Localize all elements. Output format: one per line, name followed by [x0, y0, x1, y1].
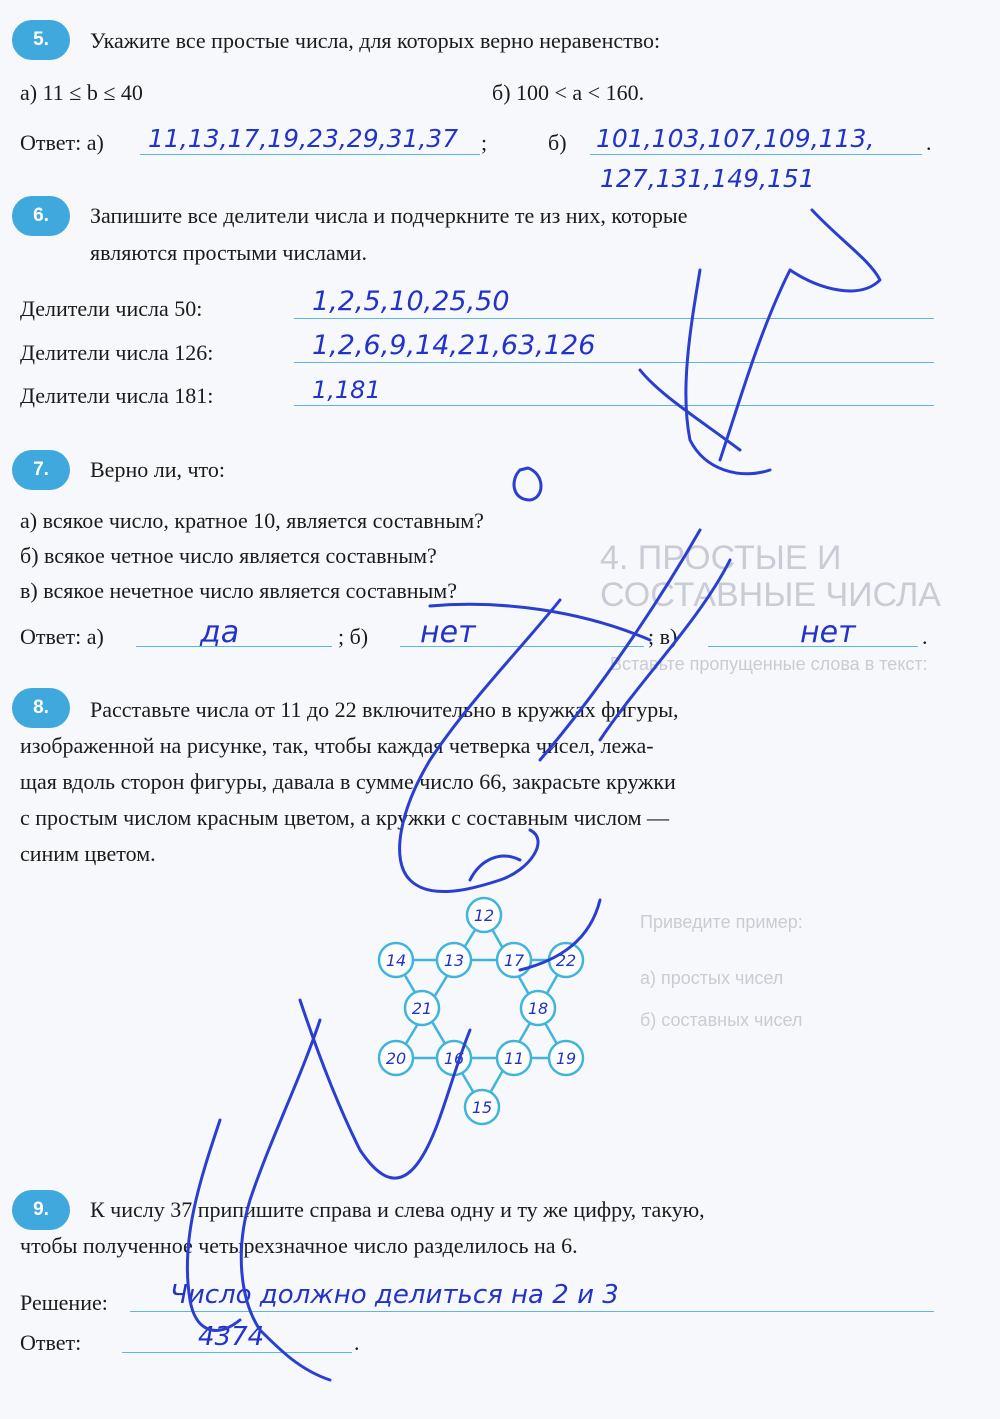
star-circle-number: 18: [527, 999, 549, 1018]
task-5-answer-b2: 127,131,149,151: [600, 164, 815, 193]
task-5-period: .: [926, 130, 932, 155]
task-9-solution: Число должно делиться на 2 и 3: [170, 1280, 619, 1310]
task-9-period: .: [354, 1330, 360, 1355]
task-7-part-b: б) всякое четное число является составным?: [20, 543, 437, 568]
ghost-fill-in: Вставьте пропущенные слова в текст:: [610, 654, 928, 674]
task-9-solution-label: Решение:: [20, 1290, 108, 1315]
star-circle-number: 20: [385, 1049, 407, 1068]
star-circle-number: 14: [385, 951, 407, 970]
task-5-b-label: б): [548, 130, 567, 155]
task-6-prompt-line1: Запишите все делители числа и подчеркните те из них, которые: [90, 203, 688, 228]
task-7-part-c: в) всякое нечетное число является составным?: [20, 578, 457, 603]
star-circle-number: 12: [473, 906, 495, 925]
task-5-number: 5.: [33, 29, 49, 50]
task-7-answer-label: Ответ: а): [20, 624, 104, 649]
task-6-prompt-line2: являются простыми числами.: [90, 240, 367, 265]
star-circles: [379, 898, 583, 1124]
task-7-part-a: а) всякое число, кратное 10, является составным?: [20, 508, 484, 533]
task-6-number: 6.: [33, 205, 49, 226]
star-circle-number: 16: [443, 1049, 465, 1068]
task-7-answer-a: да: [200, 615, 240, 650]
divisors-181-value: 1,181: [312, 376, 381, 404]
task-9-answer: 4374: [198, 1322, 265, 1352]
task-7-sep-b: ; б): [338, 624, 369, 649]
task-5-part-a: а) 11 ≤ b ≤ 40: [20, 80, 143, 105]
divisors-126-label: Делители числа 126:: [20, 340, 214, 365]
task-5-part-b: б) 100 < a < 160.: [492, 80, 645, 105]
task-9-answer-label: Ответ:: [20, 1330, 82, 1355]
task-7-sep-c: ; в): [648, 624, 678, 649]
task-9-solution-line: [130, 1311, 934, 1312]
star-circle-number: 11: [503, 1049, 525, 1068]
task-9-prompt-line2: чтобы полученное четырехзначное число разделилось на 6.: [20, 1233, 578, 1258]
ghost-example: Приведите пример:: [640, 912, 803, 932]
task-8-line-4: с простым числом красным цветом, а кружки с составным числом —: [20, 805, 670, 830]
task-7-number: 7.: [33, 459, 49, 480]
star-circle-number: 21: [411, 999, 433, 1018]
divisors-50-label: Делители числа 50:: [20, 296, 203, 321]
task-8-line-5: синим цветом.: [20, 841, 156, 866]
task-8-line-3: щая вдоль сторон фигуры, давала в сумме число 66, закрасьте кружки: [20, 769, 676, 794]
task-5-semicolon: ;: [481, 130, 488, 155]
task-7-answer-c: нет: [800, 615, 856, 650]
divisors-181-label: Делители числа 181:: [20, 383, 214, 408]
task-9-answer-line: [122, 1352, 352, 1353]
task-8-line-1: Расставьте числа от 11 до 22 включительно в кружках фигуры,: [90, 697, 679, 722]
star-circle-number: 13: [443, 951, 465, 970]
divisors-126-value: 1,2,6,9,14,21,63,126: [312, 330, 596, 361]
ghost-primes: а) простых чисел: [640, 968, 784, 988]
task-7-period: .: [922, 624, 928, 649]
task-8-number: 8.: [33, 697, 49, 718]
task-7-answer-b: нет: [420, 615, 476, 650]
star-circle-number: 15: [471, 1098, 493, 1117]
ghost-composites: б) составных чисел: [640, 1010, 803, 1030]
task-8-line-2: изображенной на рисунке, так, чтобы каждая четверка чисел, лежа-: [20, 733, 654, 758]
task-9-badge: [12, 1190, 70, 1230]
task-5-answer-b1: 101,103,107,109,113,: [596, 124, 875, 153]
task-5-answer-a: 11,13,17,19,23,29,31,37: [148, 124, 459, 153]
task-5-answer-label: Ответ: а): [20, 130, 104, 155]
divisors-50-value: 1,2,5,10,25,50: [312, 286, 510, 317]
task-5-prompt: Укажите все простые числа, для которых верно неравенство:: [90, 28, 661, 53]
task-9-number: 9.: [33, 1199, 49, 1220]
task-7-question: Верно ли, что:: [90, 457, 225, 482]
ghost-chapter-title: 4. ПРОСТЫЕ И СОСТАВНЫЕ ЧИСЛА: [600, 539, 941, 615]
star-circle-number: 19: [555, 1049, 577, 1068]
task-9-prompt-line1: К числу 37 припишите справа и слева одну и ту же цифру, такую,: [90, 1197, 705, 1222]
star-circle-number: 22: [555, 951, 577, 970]
star-circle-number: 17: [503, 951, 525, 970]
